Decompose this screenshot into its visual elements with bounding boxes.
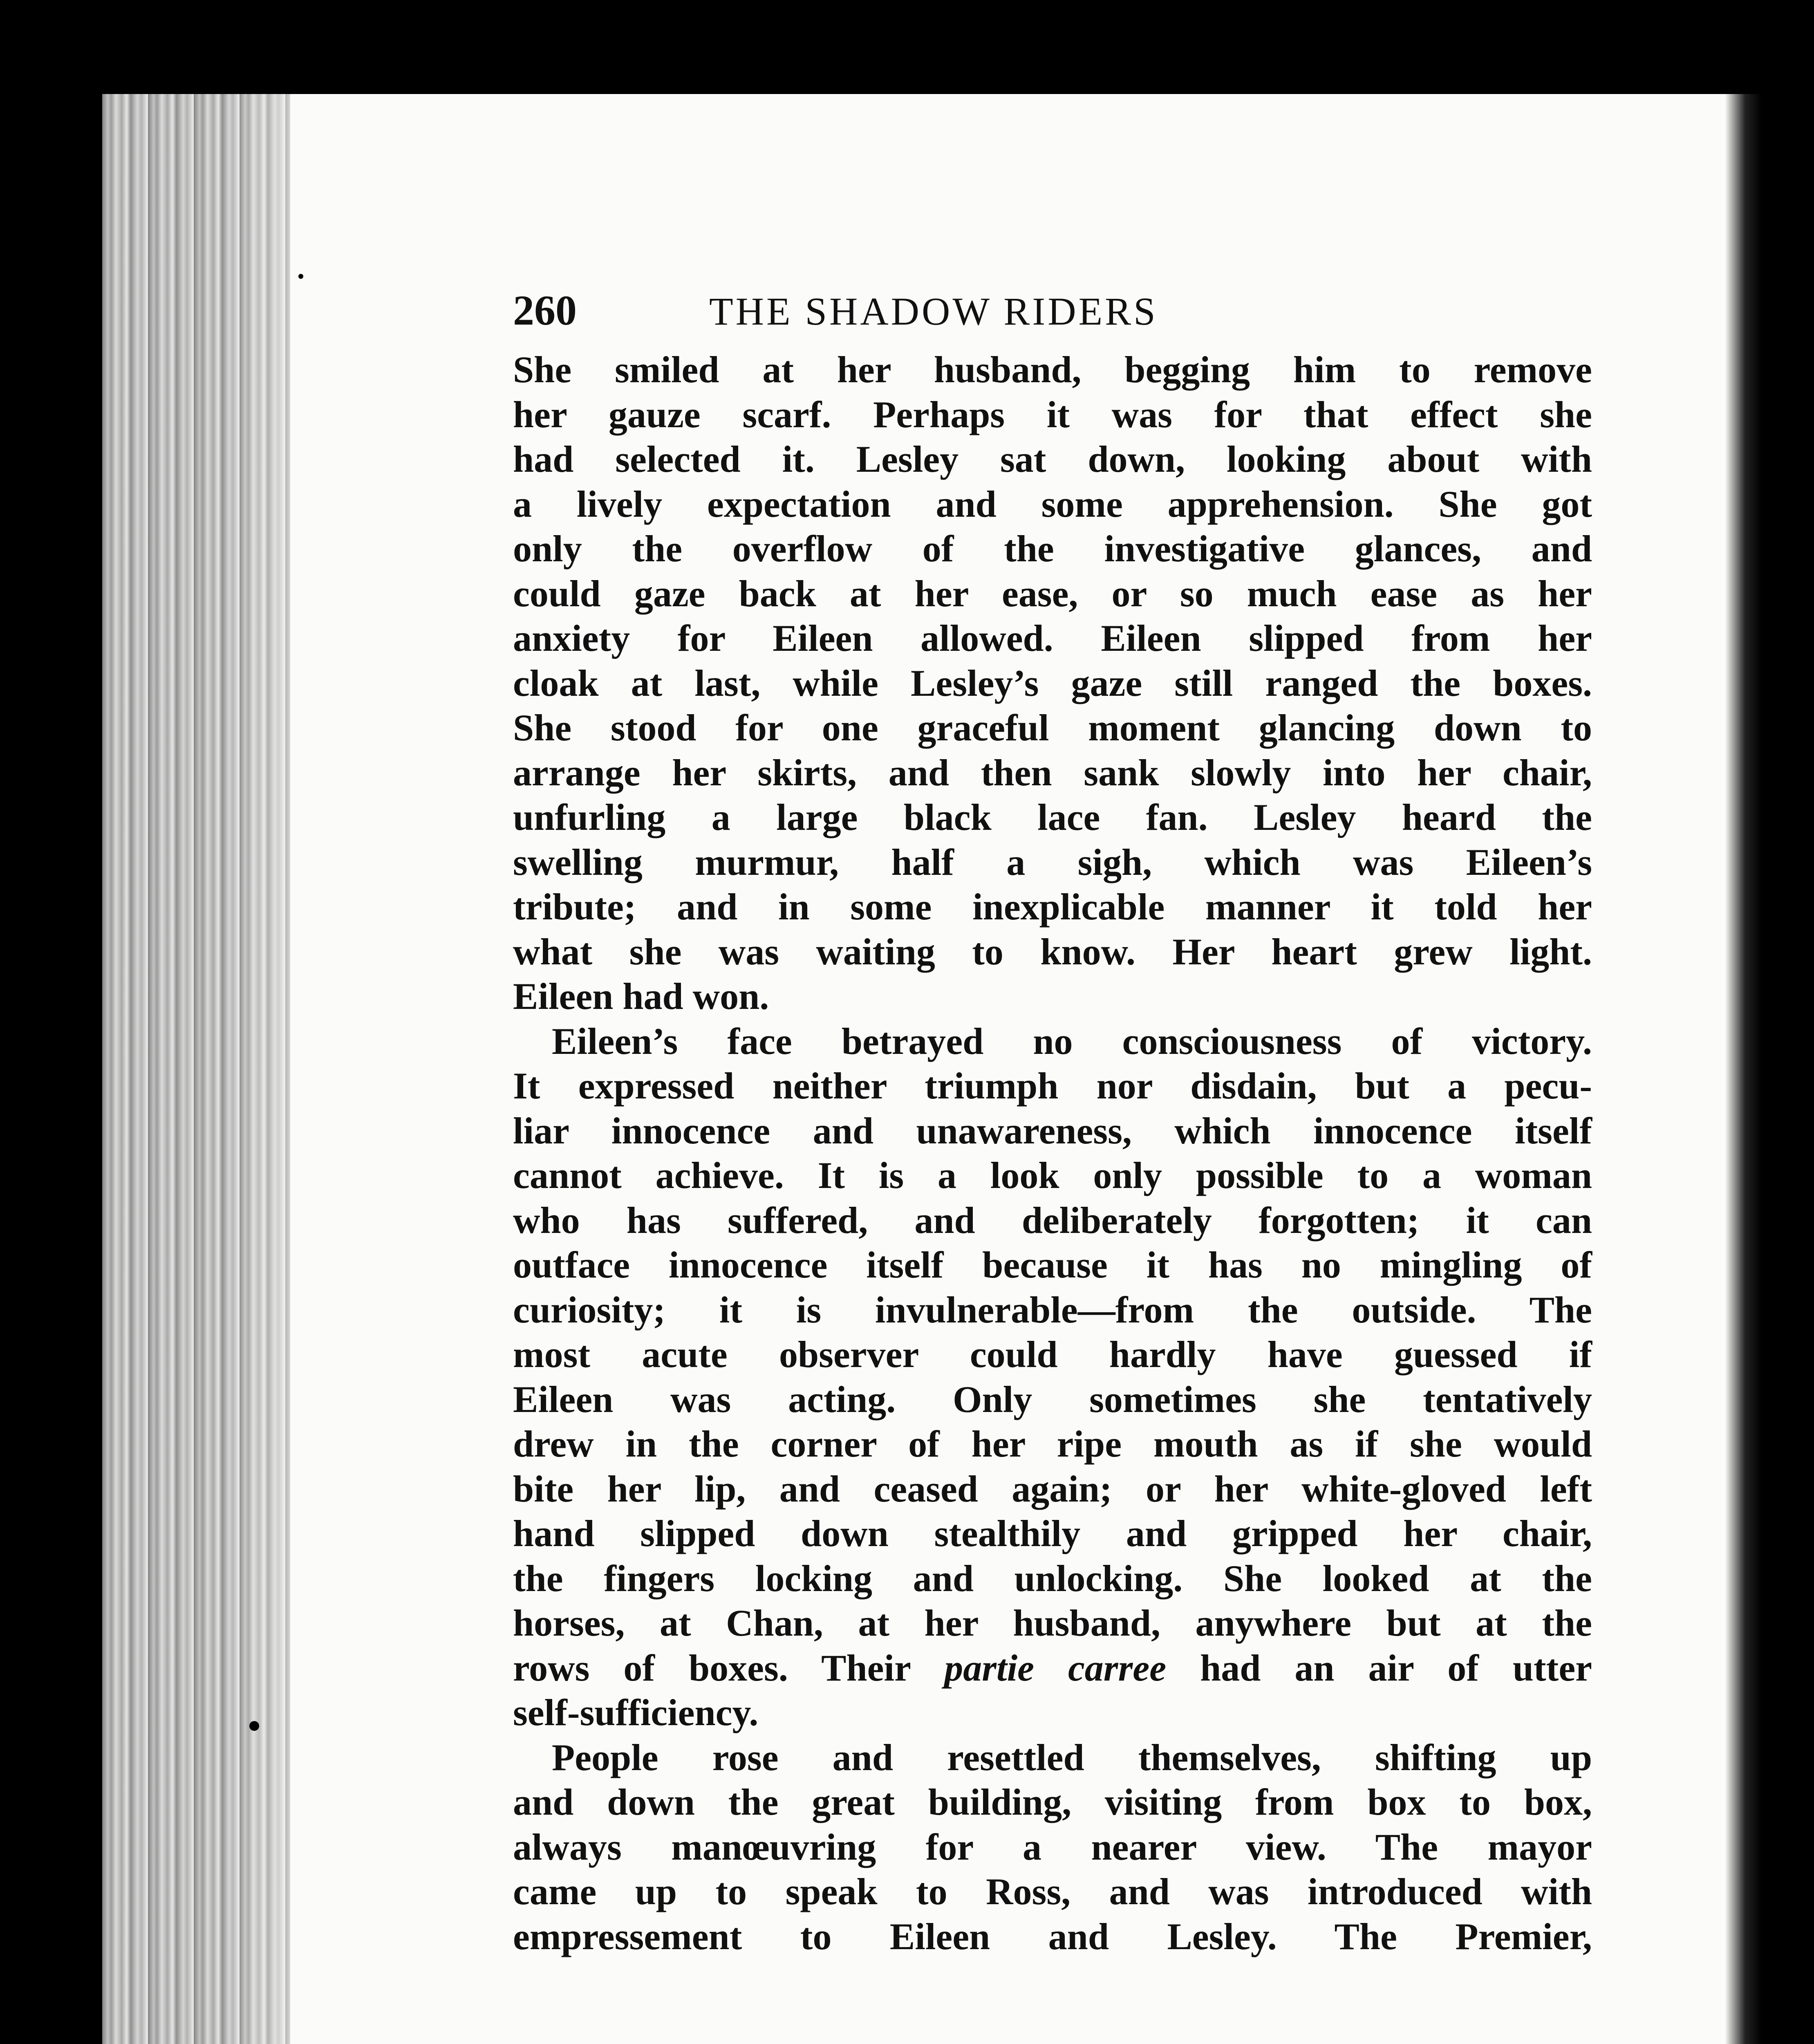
text-line: the fingers locking and unlocking. She looked at the bbox=[513, 1557, 1592, 1599]
page-edges-fade bbox=[225, 94, 372, 2044]
text-line: bite her lip, and ceased again; or her white-gloved left bbox=[513, 1468, 1592, 1510]
text-line: curiosity; it is invulnerable—from the outside. The bbox=[513, 1289, 1592, 1331]
page-right-edge bbox=[1725, 94, 1762, 2044]
text-line: tribute; and in some inexplicable manner it told her bbox=[513, 886, 1592, 928]
text-line: horses, at Chan, at her husband, anywhere but at the bbox=[513, 1602, 1592, 1644]
text-line: her gauze scarf. Perhaps it was for that effect she bbox=[513, 393, 1592, 435]
text-line: had selected it. Lesley sat down, looking about with bbox=[513, 438, 1592, 480]
text-line: cloak at last, while Lesley’s gaze still ranged the boxes. bbox=[513, 662, 1592, 704]
margin-speck bbox=[298, 274, 303, 279]
text-line: empressement to Eileen and Lesley. The Premier, bbox=[513, 1915, 1592, 1957]
paragraph-3 bbox=[513, 1735, 1592, 1959]
text-line: Eileen had won. bbox=[513, 975, 769, 1017]
paragraph-1 bbox=[513, 347, 1592, 1019]
margin-speck bbox=[249, 1721, 259, 1731]
page-text bbox=[513, 286, 1592, 1959]
text-line: She stood for one graceful moment glancing down to bbox=[513, 707, 1592, 749]
text-line: only the overflow of the investigative glances, and bbox=[513, 528, 1592, 569]
text-line: arrange her skirts, and then sank slowly into her chair, bbox=[513, 751, 1592, 793]
text-line-with-italic bbox=[513, 1646, 1592, 1691]
text-line: self-sufficiency. bbox=[513, 1692, 759, 1733]
text-line: She smiled at her husband, begging him to remove bbox=[513, 349, 1592, 390]
text-line: It expressed neither triumph nor disdain, but a pecu- bbox=[513, 1065, 1592, 1107]
running-title: THE SHADOW RIDERS bbox=[709, 289, 1158, 333]
text-line: Eileen was acting. Only sometimes she tentatively bbox=[513, 1378, 1592, 1420]
page-header bbox=[513, 286, 1592, 347]
text-fragment: had an air of utter bbox=[1200, 1647, 1592, 1689]
text-line: what she was waiting to know. Her heart grew light. bbox=[513, 930, 1592, 973]
text-line: liar innocence and unawareness, which innocence itself bbox=[513, 1109, 1592, 1152]
text-line: swelling murmur, half a sigh, which was Eileen’s bbox=[513, 841, 1592, 883]
text-line: outface innocence itself because it has no mingling of bbox=[513, 1244, 1592, 1286]
text-line: always manœuvring for a nearer view. The mayor bbox=[513, 1826, 1592, 1868]
text-line: a lively expectation and some apprehension. She got bbox=[513, 483, 1592, 525]
text-line: hand slipped down stealthily and gripped her chair, bbox=[513, 1513, 1592, 1554]
page-number: 260 bbox=[513, 287, 577, 334]
text-line: unfurling a large black lace fan. Lesley heard the bbox=[513, 796, 1592, 838]
text-line: anxiety for Eileen allowed. Eileen slipped from her bbox=[513, 617, 1592, 659]
text-line: and down the great building, visiting from box to box, bbox=[513, 1781, 1592, 1823]
text-line: cannot achieve. It is a look only possible to a woman bbox=[513, 1154, 1592, 1196]
paragraph-2 bbox=[513, 1019, 1592, 1735]
text-line: who has suffered, and deliberately forgotten; it can bbox=[513, 1199, 1592, 1241]
scan-background-top bbox=[0, 0, 1814, 94]
text-line: People rose and resettled themselves, shifting up bbox=[552, 1736, 1592, 1778]
text-line: came up to speak to Ross, and was introduced with bbox=[513, 1871, 1592, 1912]
text-fragment: rows of boxes. Their bbox=[513, 1647, 911, 1689]
text-line: most acute observer could hardly have guessed if bbox=[513, 1334, 1592, 1375]
text-line: could gaze back at her ease, or so much ease as her bbox=[513, 572, 1592, 614]
text-line: drew in the corner of her ripe mouth as if she would bbox=[513, 1423, 1592, 1465]
text-line: Eileen’s face betrayed no consciousness of victory. bbox=[552, 1020, 1592, 1062]
italic-phrase: partie carree bbox=[944, 1647, 1167, 1689]
